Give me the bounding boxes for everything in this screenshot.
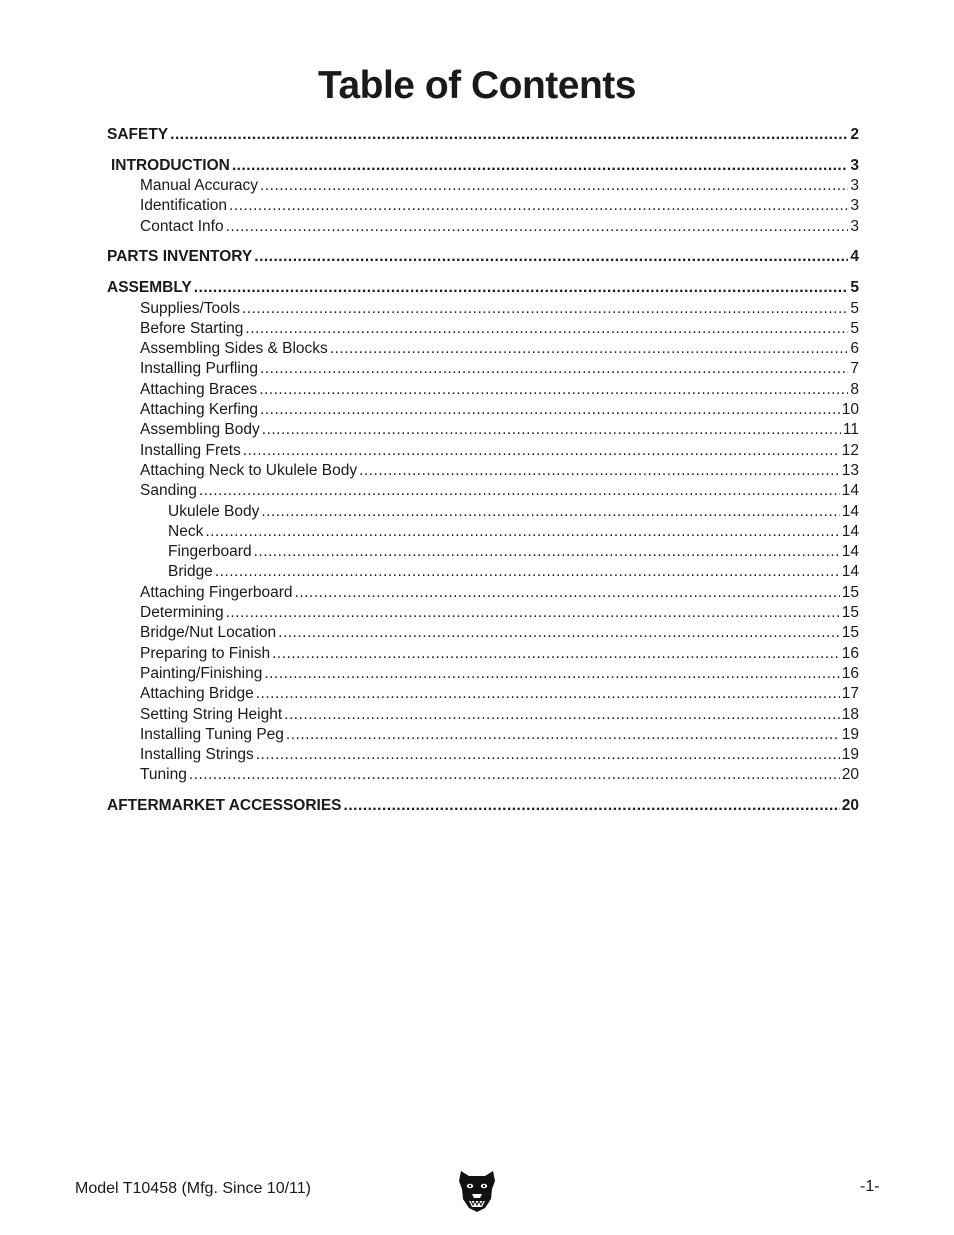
toc-entry[interactable]: [107, 300, 859, 320]
bear-head-logo-icon: [455, 1167, 499, 1213]
toc-entry-label: Neck: [168, 522, 204, 540]
toc-entry-label: Installing Strings: [140, 746, 254, 764]
toc-entry-label: Installing Frets: [140, 441, 241, 459]
toc-entry-label: Installing Tuning Peg: [140, 725, 284, 743]
toc-entry-page: 15: [841, 583, 859, 601]
toc-entry-page: 10: [841, 401, 859, 419]
dot-leader: [256, 685, 840, 703]
toc-entry-label: Tuning: [140, 766, 187, 784]
toc-section-entry[interactable]: [107, 248, 859, 268]
toc-entry-label: Setting String Height: [140, 705, 283, 723]
dot-leader: [344, 797, 840, 815]
toc-entry-label: Determining: [140, 604, 224, 622]
toc-entry-label: Installing Purfling: [140, 360, 259, 378]
toc-entry[interactable]: [107, 706, 859, 726]
toc-entry-page: 20: [841, 797, 859, 815]
toc-entry-label: Identification: [140, 197, 228, 215]
dot-leader: [261, 503, 839, 521]
footer-page-number: -1-: [860, 1178, 880, 1195]
toc-entry-page: 14: [841, 502, 859, 520]
dot-leader: [170, 126, 848, 144]
dot-leader: [260, 177, 848, 195]
dot-leader: [189, 766, 840, 784]
dot-leader: [286, 726, 840, 744]
dot-leader: [245, 320, 848, 338]
toc-entry[interactable]: [107, 645, 859, 665]
toc-entry-page: 20: [841, 766, 859, 784]
toc-entry-page: 19: [841, 746, 859, 764]
toc-entry-label: SAFETY: [107, 126, 169, 143]
toc-entry[interactable]: [107, 197, 859, 217]
dot-leader: [254, 248, 848, 266]
toc-entry-page: 4: [850, 248, 859, 266]
toc-entry-page: 14: [841, 563, 859, 581]
toc-entry-label: Before Starting: [140, 319, 244, 337]
toc-entry-label: Contact Info: [140, 217, 224, 235]
toc-entry-page: 3: [850, 197, 859, 215]
toc-entry-label: Manual Accuracy: [140, 177, 259, 195]
toc-entry[interactable]: [107, 442, 859, 462]
toc-entry-page: 16: [841, 664, 859, 682]
toc-entry-label: Bridge/Nut Location: [140, 624, 277, 642]
toc-entry-page: 13: [841, 461, 859, 479]
toc-section-entry[interactable]: [107, 279, 859, 299]
toc-entry[interactable]: [107, 360, 859, 380]
toc-entry-page: 5: [850, 299, 859, 317]
toc-entry[interactable]: [107, 685, 859, 705]
toc-section-entry[interactable]: [107, 126, 859, 146]
toc-entry[interactable]: [107, 177, 859, 197]
dot-leader: [242, 300, 848, 318]
toc-entry-label: Supplies/Tools: [140, 299, 240, 317]
toc-entry-label: Ukulele Body: [168, 502, 260, 520]
toc-entry[interactable]: [107, 624, 859, 644]
toc-entry[interactable]: [107, 726, 859, 746]
dot-leader: [259, 381, 848, 399]
toc-entry-label: Attaching Fingerboard: [140, 583, 293, 601]
dot-leader: [215, 563, 840, 581]
dot-leader: [199, 482, 840, 500]
toc-entry-label: INTRODUCTION: [111, 156, 230, 174]
toc-entry[interactable]: [107, 523, 859, 543]
toc-entry[interactable]: [107, 584, 859, 604]
toc-entry-label: Painting/Finishing: [140, 664, 263, 682]
toc-entry-page: 3: [850, 177, 859, 195]
toc-entry[interactable]: [107, 766, 859, 786]
dot-leader: [194, 279, 849, 297]
toc-entry[interactable]: [107, 381, 859, 401]
toc-entry-page: 19: [841, 725, 859, 743]
dot-leader: [330, 340, 849, 358]
toc-entry-page: 6: [850, 340, 859, 358]
dot-leader: [243, 442, 840, 460]
toc-entry[interactable]: [107, 503, 859, 523]
dot-leader: [295, 584, 840, 602]
toc-entry[interactable]: [107, 421, 859, 441]
footer-model: Model T10458 (Mfg. Since 10/11): [75, 1180, 311, 1197]
dot-leader: [359, 462, 840, 480]
dot-leader: [262, 421, 841, 439]
toc-entry-label: Assembling Body: [140, 421, 260, 439]
toc-entry-page: 14: [841, 482, 859, 500]
dot-leader: [205, 523, 839, 541]
toc-entry-page: 7: [850, 360, 859, 378]
toc-section-entry[interactable]: [107, 797, 859, 817]
toc-entry-page: 14: [841, 543, 859, 561]
toc-entry[interactable]: [107, 543, 859, 563]
toc-entry-label: Assembling Sides & Blocks: [140, 340, 328, 358]
toc-entry[interactable]: [107, 665, 859, 685]
page-title: Table of Contents: [318, 64, 636, 107]
toc-entry-page: 2: [850, 126, 859, 143]
toc-entry-label: PARTS INVENTORY: [107, 248, 253, 266]
dot-leader: [232, 157, 849, 175]
toc-entry-label: Attaching Braces: [140, 380, 258, 398]
dot-leader: [256, 746, 840, 764]
dot-leader: [284, 706, 840, 724]
toc-entry[interactable]: [107, 563, 859, 583]
table-of-contents: [107, 126, 859, 818]
toc-entry-page: 8: [850, 380, 859, 398]
toc-entry-page: 15: [841, 624, 859, 642]
toc-entry-page: 15: [841, 604, 859, 622]
toc-entry-page: 16: [841, 644, 859, 662]
toc-entry-page: 3: [850, 156, 859, 174]
toc-entry-label: Attaching Kerfing: [140, 401, 259, 419]
toc-entry-label: Attaching Neck to Ukulele Body: [140, 461, 358, 479]
toc-entry-label: Preparing to Finish: [140, 644, 271, 662]
dot-leader: [278, 624, 840, 642]
toc-entry-page: 17: [841, 685, 859, 703]
toc-entry-label: Bridge: [168, 563, 213, 581]
toc-entry-page: 5: [850, 319, 859, 337]
toc-entry-page: 18: [841, 705, 859, 723]
toc-entry-page: 3: [850, 217, 859, 235]
toc-entry[interactable]: [107, 340, 859, 360]
dot-leader: [264, 665, 839, 683]
dot-leader: [226, 604, 840, 622]
toc-entry-label: ASSEMBLY: [107, 279, 192, 297]
dot-leader: [260, 360, 848, 378]
dot-leader: [229, 197, 848, 215]
toc-entry[interactable]: [107, 482, 859, 502]
toc-entry[interactable]: [107, 218, 859, 238]
toc-entry-page: 14: [841, 522, 859, 540]
dot-leader: [254, 543, 840, 561]
toc-entry[interactable]: [107, 604, 859, 624]
toc-entry[interactable]: [107, 401, 859, 421]
toc-entry-label: AFTERMARKET ACCESSORIES: [107, 797, 342, 815]
toc-entry-page: 5: [850, 279, 859, 297]
toc-entry[interactable]: [107, 462, 859, 482]
toc-entry[interactable]: [107, 320, 859, 340]
dot-leader: [226, 218, 849, 236]
toc-entry-page: 11: [842, 421, 859, 439]
toc-entry-label: Attaching Bridge: [140, 685, 254, 703]
toc-section-entry[interactable]: [107, 157, 859, 177]
toc-entry-page: 12: [841, 441, 859, 459]
dot-leader: [260, 401, 840, 419]
toc-entry[interactable]: [107, 746, 859, 766]
dot-leader: [272, 645, 840, 663]
toc-entry-label: Fingerboard: [168, 543, 252, 561]
toc-entry-label: Sanding: [140, 482, 197, 500]
